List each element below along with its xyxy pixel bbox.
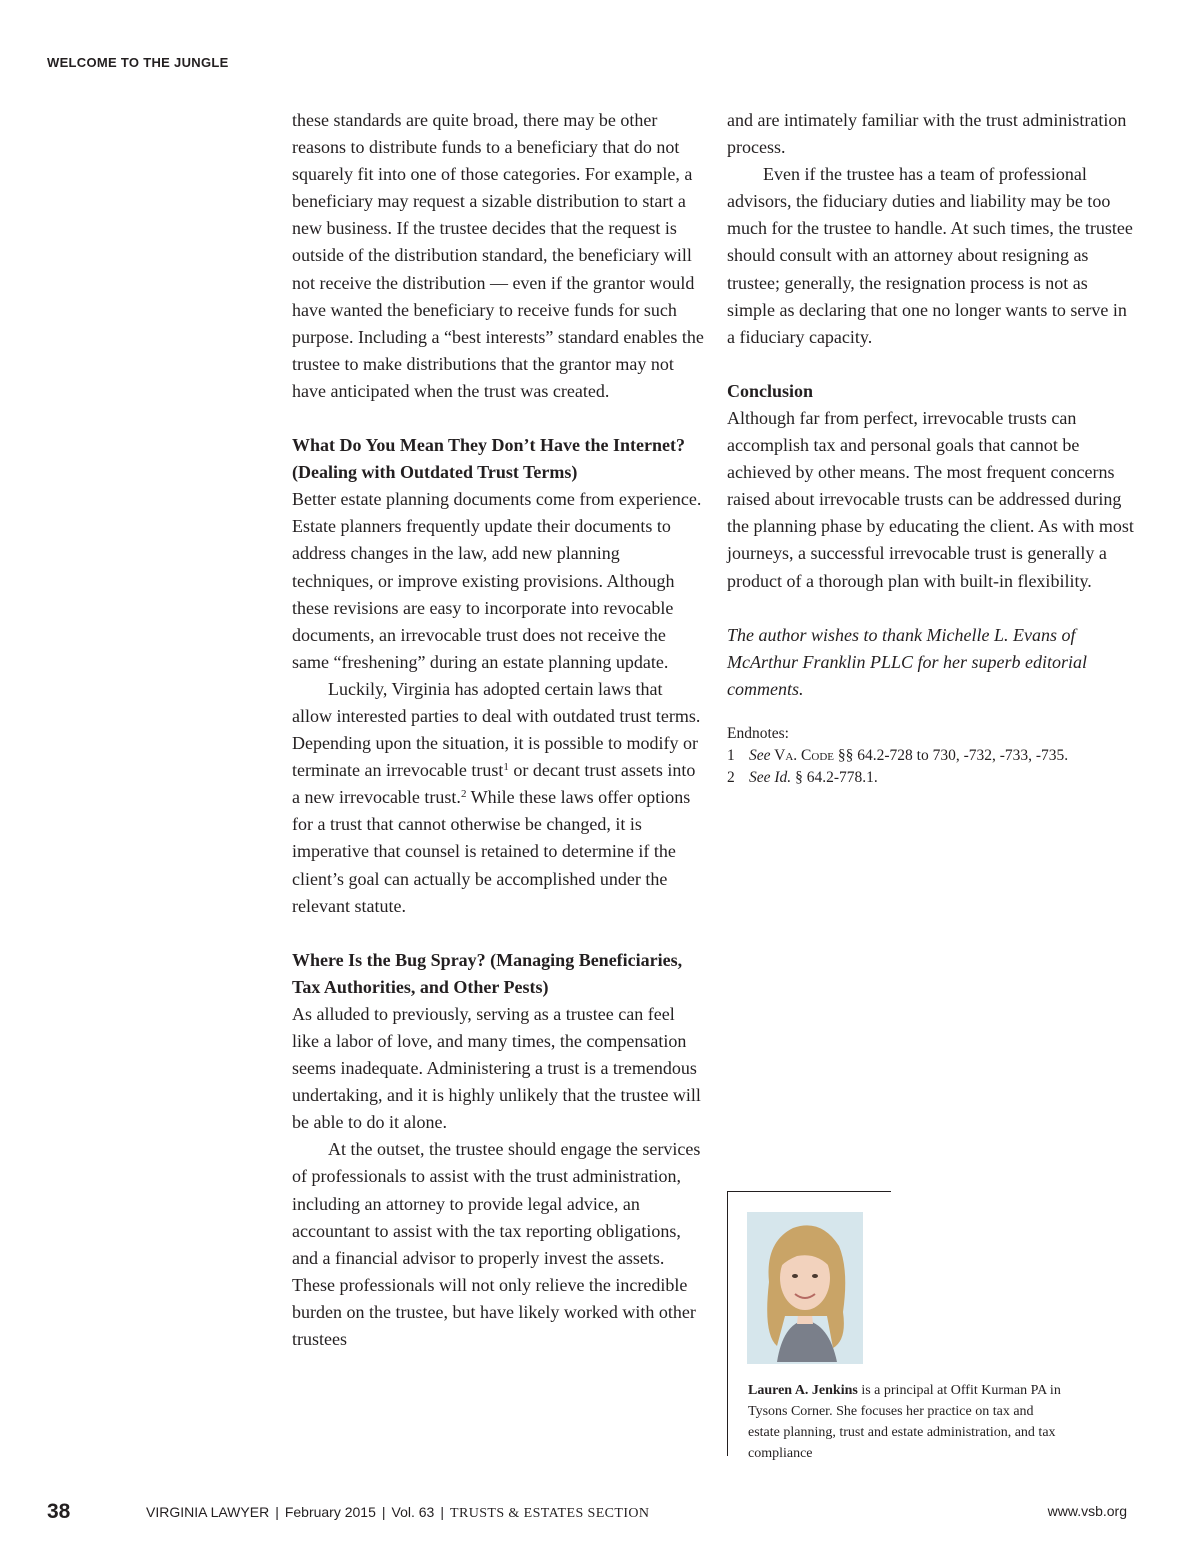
paragraph-with-footnotes: Luckily, Virginia has adopted certain laws that allow interested parties to deal with outdated trust terms. Depending upon the situation, it is possible to modify or terminate an irrevocable trust$^1$ or decant trust assets into a new irrevocable trust.$^2$ While these laws offer options for a trust that cannot otherwise be changed, it is imperative that counsel is retained to determine if the client’s goal can actually be accomplished under the relevant statute. [292,678,701,916]
author-bio-box [727,1192,1078,1461]
author-name: Lauren A. Jenkins [748,1383,858,1398]
portrait-illustration [747,1212,863,1364]
section-heading-outdated-trust-terms: What Do You Mean They Don’t Have the Internet? (Dealing with Outdated Trust Terms) [292,435,685,483]
endnotes-label: Endnotes: [727,724,789,742]
right-column [727,107,1137,789]
paragraph: these standards are quite broad, there may be other reasons to distribute funds to a beneficiary that do not squarely fit into one of those categories. For example, a beneficiary may request a sizable distribution to start a new business. If the trustee decides that the request is outside of the distribution standard, the beneficiary will not receive the distribution — even if the grantor would have wanted the beneficiary to receive funds for such purpose. Including a “best interests” standard enables the trustee to make distributions that the grantor may not have anticipated when the trust was created. [292,110,704,401]
endnote-2: 2 See Id. § 64.2-778.1. [727,768,878,786]
paragraph: Better estate planning documents come from experience. Estate planners frequently update their documents to address changes in the law, add new planning techniques, or improve existing provisions. Although these revisions are easy to incorporate into revocable documents, an irrevocable trust does not receive the same “freshening” during an estate planning update. [292,489,702,672]
footer-masthead: VIRGINIA LAWYER | February 2015 | Vol. 63 | TRUSTS & ESTATES SECTION [146,1504,650,1521]
paragraph: and are intimately familiar with the trust administration process. [727,110,1127,158]
magazine-name: VIRGINIA LAWYER [146,1504,270,1520]
author-portrait-image [747,1212,863,1364]
running-head: WELCOME TO THE JUNGLE [47,55,229,70]
volume: Vol. 63 [391,1504,435,1520]
footer-url: www.vsb.org [1047,1503,1127,1519]
paragraph: Even if the trustee has a team of professional advisors, the fiduciary duties and liability may be too much for the trustee to handle. At such times, the trustee should consult with an attorney about resigning as trustee; generally, the resignation process is not as simple as declaring that one no longer wants to serve in a fiduciary capacity. [727,164,1133,347]
section-heading-bug-spray: Where Is the Bug Spray? (Managing Beneficiaries, Tax Authorities, and Other Pests) [292,949,683,997]
paragraph: Although far from perfect, irrevocable trusts can accomplish tax and personal goals that cannot be achieved by other means. The most frequent concerns raised about irrevocable trusts can be addressed during the planning phase by educating the client. As with most journeys, a successful irrevocable trust is generally a product of a thorough plan with built-in flexibility. [727,407,1134,591]
paragraph: As alluded to previously, serving as a trustee can feel like a labor of love, and many times, the compensation seems inadequate. Administering a trust is a tremendous undertaking, and it is highly unlikely that the trustee will be able to do it alone. [292,1003,701,1133]
page-number: 38 [47,1500,71,1523]
left-column [292,107,704,1353]
footnote-ref-2: 2 [460,788,467,801]
acknowledgment: The author wishes to thank Michelle L. Evans of McArthur Franklin PLLC for her superb editorial comments. [727,624,1087,699]
section-name: TRUSTS & ESTATES SECTION [450,1506,650,1521]
author-bio-text: Lauren A. Jenkins is a principal at Offit Kurman PA in Tysons Corner. She focuses her practice on tax and estate planning, trust and estate administration, and tax compliance [748,1383,1061,1461]
paragraph: At the outset, the trustee should engage the services of professionals to assist with the trust administration, including an attorney to provide legal advice, an accountant to assist with the tax reporting obligations, and a financial advisor to properly invest the assets. These professionals will not only relieve the incredible burden on the trustee, but have likely worked with other trustees [292,1139,701,1350]
section-heading-conclusion: Conclusion [727,380,814,401]
endnote-1: 1 See Va. Code §§ 64.2-728 to 730, -732, -733, -735. [727,746,1069,764]
issue-date: February 2015 [284,1504,376,1520]
footnote-ref-1: 1 [503,761,509,774]
